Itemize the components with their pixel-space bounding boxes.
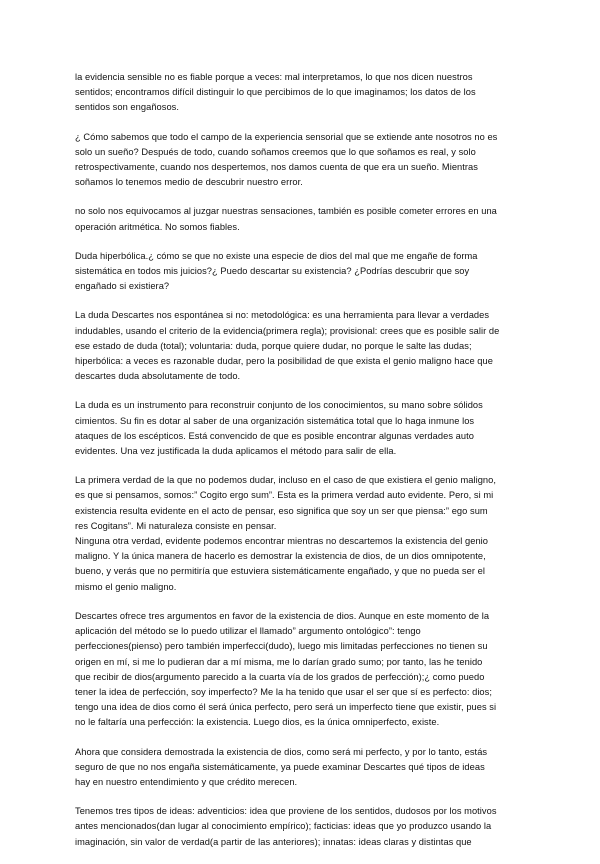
text-line: Ahora que considera demostrada la existencia de dios, como será mi perfecto, y por lo tanto, estás: [75, 746, 488, 757]
text-line: La primera verdad de la que no podemos dudar, incluso en el caso de que existiera el genio maligno,: [75, 475, 496, 486]
paragraph: [75, 249, 530, 295]
text-line: aplicación del método se lo puedo utilizar el llamado” argumento ontológico”: tengo: [75, 626, 421, 637]
text-line: origen en mí, si me lo pudieran dar a mí misma, me lo darían grado sumo; por tanto, las he tenido: [75, 656, 483, 667]
text-line: solo un sueño? Después de todo, cuando soñamos creemos que lo que soñamos es real, y solo: [75, 146, 476, 157]
text-line: la evidencia sensible no es fiable porque a veces: mal interpretamos, lo que nos dicen nuestros: [75, 72, 473, 82]
text-line: sistemática en todos mis juicios?¿ Puedo descartar su existencia? ¿Podrías descubrir que soy: [75, 266, 470, 277]
text-line: descartes duda absolutamente de todo.: [75, 371, 241, 382]
text-line: antes mencionados(dan lugar al conocimiento empírico); facticias: ideas que yo produzco usando la: [75, 821, 492, 832]
text-line: Duda hiperbólica.¿ cómo se que no existe una especie de dios del mal que me engañe de forma: [75, 250, 478, 261]
text-line: engañado si existiera?: [75, 281, 170, 292]
paragraph: [75, 204, 530, 234]
text-line: tener la idea de perfección, soy imperfecto? Me la ha tenido que usar el ser que sí es perfecto: dios;: [75, 686, 492, 697]
text-line: maligno. Y la única manera de hacerlo es demostrar la existencia de dios, de un dios omnipotente,: [75, 551, 486, 562]
text-line: imaginación, sin valor de verdad(a partir de las anteriores); innatas: ideas claras y distintas que: [75, 836, 472, 847]
text-line: retrospectivamente, cuando nos despertemos, nos damos cuenta de que era un sueño. Mientras: [75, 162, 478, 173]
text-line: no le faltaría una perfección: la existencia. Luego dios, es la única omniperfecto, existe.: [75, 717, 440, 728]
text-line: La duda Descartes nos espontánea si no: metodológica: es una herramienta para llevar a verdades: [75, 310, 490, 321]
paragraph: [75, 804, 530, 850]
text-line: ¿ Cómo sabemos que todo el campo de la experiencia sensorial que se extiende ante nosotros no es: [75, 131, 498, 142]
text-line: res Cogitans”. Mi naturaleza consiste en pensar.: [75, 520, 277, 531]
text-line: Ninguna otra verdad, evidente podemos encontrar mientras no descartemos la existencia del genio: [75, 536, 489, 547]
text-line: Tenemos tres tipos de ideas: adventicios: idea que proviene de los sentidos, dudosos por los motivos: [75, 806, 497, 817]
text-line: ataques de los escépticos. Está convencido de que es posible encontrar algunas verdades auto: [75, 430, 474, 441]
text-line: sentidos son engañosos.: [75, 102, 180, 113]
text-line: La duda es un instrumento para reconstruir conjunto de los conocimientos, su mano sobre sólidos: [75, 400, 483, 411]
text-line: indudables, usando el criterio de la evidencia(primera regla); provisional: crees que es posible salir de: [75, 325, 500, 336]
paragraph: [75, 398, 530, 459]
text-line: cimientos. Su fin es dotar al saber de una organización sistemática total que lo haga inmune los: [75, 415, 475, 426]
text-line: es que si pensamos, somos:” Cogito ergo sum”. Esta es la primera verdad auto evidente. Pero, si mi: [75, 490, 494, 501]
text-line: bueno, y verás que no permitiría que estuviera sistemáticamente engañado, y que no pueda ser el: [75, 566, 485, 577]
text-line: mismo el genio maligno.: [75, 581, 177, 592]
text-line: tengo una idea de dios como él será única perfecto, pero será un imperfecto tiene que existir, pues si: [75, 702, 497, 713]
paragraph: [75, 308, 530, 384]
paragraph: [75, 609, 530, 731]
text-line: soñamos lo tenemos medio de descubrir nuestro error.: [75, 177, 303, 188]
text-line: existencia resulta evidente en el acto de pensar, eso significa que soy un ser que piensa:” ego sum: [75, 505, 488, 516]
text-line: operación aritmética. No somos fiables.: [75, 221, 240, 232]
text-line: perfecciones(pienso) pero también imperfecci(dudo), luego mis limitadas perfecciones no tienen su: [75, 641, 488, 652]
text-line: evidentes. Una vez justificada la duda aplicamos el método para salir de ella.: [75, 446, 397, 457]
text-line: hay en nuestro entendimiento y que crédito merecen.: [75, 776, 298, 787]
paragraph: [75, 745, 530, 791]
text-line: hiperbólica: a veces es razonable dudar, pero la posibilidad de que exista el genio maligno hace que: [75, 356, 493, 367]
text-line: que recibir de dios(argumento parecido a la cuarta vía de los grados de perfección);¿ como puedo: [75, 671, 485, 682]
text-line: sentidos; encontramos difícil distinguir lo que percibimos de lo que imaginamos; los datos de los: [75, 87, 476, 98]
document-page: [75, 70, 530, 864]
text-line: Descartes ofrece tres argumentos en favor de la existencia de dios. Aunque en este momento de la: [75, 610, 490, 621]
paragraph: [75, 130, 530, 191]
text-line: seguro de que no nos engaña sistemáticamente, ya puede examinar Descartes qué tipos de ideas: [75, 761, 485, 772]
paragraph: [75, 70, 530, 116]
paragraph: [75, 473, 530, 595]
text-line: no solo nos equivocamos al juzgar nuestras sensaciones, también es posible cometer errores en una: [75, 206, 497, 217]
text-line: ese estado de duda (total); voluntaria: duda, porque quiere dudar, no porque le salte las dudas;: [75, 340, 472, 351]
